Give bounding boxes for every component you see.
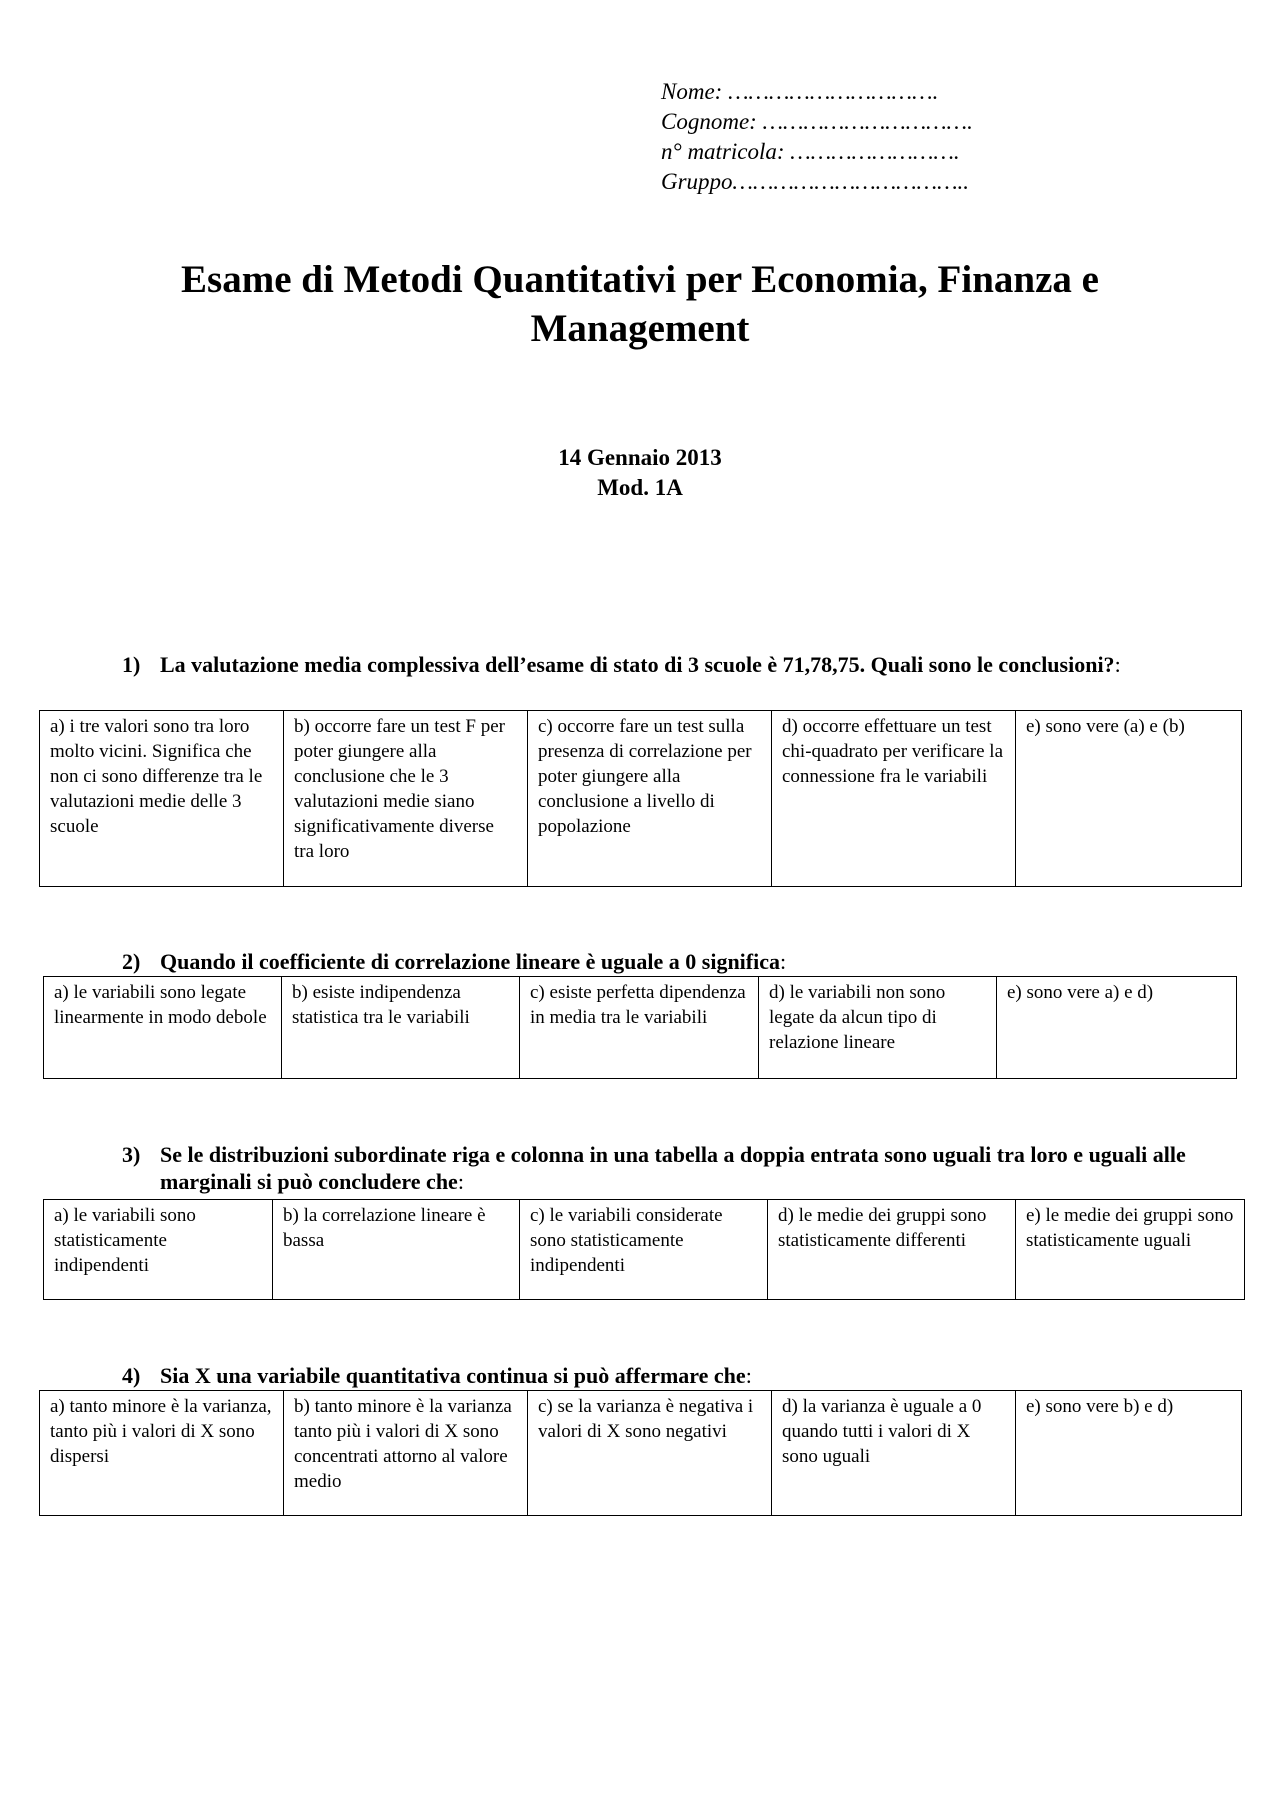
option-c[interactable]: c) occorre fare un test sulla presenza di correlazione per poter giungere alla conclusione a livello di popolazione [528,711,772,887]
question-1 [122,651,1192,678]
gruppo-field: Gruppo…………………………….. [661,169,970,194]
question-text: Quando il coefficiente di correlazione lineare è uguale a 0 significa [160,949,780,974]
question-colon: : [1114,652,1121,677]
option-a[interactable]: a) tanto minore è la varianza, tanto più i valori di X sono dispersi [40,1391,284,1516]
option-e[interactable]: e) sono vere (a) e (b) [1016,711,1242,887]
answers-table-3 [43,1199,1245,1300]
question-text: Sia X una variabile quantitativa continua si può affermare che [160,1363,746,1388]
answers-table-1 [39,710,1242,887]
question-colon: : [745,1363,752,1388]
question-number: 2) [122,949,141,974]
question-header [122,948,1192,975]
question-number: 3) [122,1142,141,1167]
question-number: 1) [122,652,141,677]
option-b[interactable]: b) esiste indipendenza statistica tra le variabili [282,977,520,1079]
option-d[interactable]: d) la varianza è uguale a 0 quando tutti i valori di X sono uguali [772,1391,1016,1516]
option-c[interactable]: c) se la varianza è negativa i valori di X sono negativi [528,1391,772,1516]
question-header [122,651,1192,678]
question-3 [122,1141,1192,1195]
student-info-block [661,77,973,197]
option-b[interactable]: b) occorre fare un test F per poter giungere alla conclusione che le 3 valutazioni medie siano significativamente diverse tra loro [284,711,528,887]
exam-module: Mod. 1A [597,475,683,500]
table-row [44,1200,1245,1300]
option-a[interactable]: a) i tre valori sono tra loro molto vicini. Significa che non ci sono differenze tra le valutazioni medie delle 3 scuole [40,711,284,887]
question-colon: : [457,1169,464,1194]
option-b[interactable]: b) la correlazione lineare è bassa [273,1200,520,1300]
question-colon: : [780,949,787,974]
title-line-2: Management [530,307,750,350]
option-d[interactable]: d) occorre effettuare un test chi-quadrato per verificare la connessione fra le variabili [772,711,1016,887]
matricola-field: n° matricola: ……………………. [661,139,960,164]
cognome-field: Cognome: …………………………. [661,109,973,134]
answers-table-4 [39,1390,1242,1516]
page-title [0,255,1280,353]
option-d[interactable]: d) le medie dei gruppi sono statisticamente differenti [768,1200,1016,1300]
question-header [122,1362,1192,1389]
exam-date: 14 Gennaio 2013 [558,445,722,470]
question-text: Se le distribuzioni subordinate riga e colonna in una tabella a doppia entrata sono uguali tra loro e uguali alle marginali si può concludere che [160,1142,1186,1194]
table-row [40,1391,1242,1516]
question-number: 4) [122,1363,141,1388]
option-e[interactable]: e) le medie dei gruppi sono statisticamente uguali [1016,1200,1245,1300]
nome-field: Nome: …………………………. [661,79,939,104]
table-row [40,711,1242,887]
option-c[interactable]: c) esiste perfetta dipendenza in media tra le variabili [520,977,759,1079]
option-e[interactable]: e) sono vere b) e d) [1016,1391,1242,1516]
option-d[interactable]: d) le variabili non sono legate da alcun tipo di relazione lineare [759,977,997,1079]
option-b[interactable]: b) tanto minore è la varianza tanto più i valori di X sono concentrati attorno al valore medio [284,1391,528,1516]
exam-date-block [0,443,1280,503]
question-4 [122,1362,1192,1389]
option-e[interactable]: e) sono vere a) e d) [997,977,1237,1079]
question-text: La valutazione media complessiva dell’esame di stato di 3 scuole è 71,78,75. Quali sono le conclusioni? [160,652,1115,677]
option-c[interactable]: c) le variabili considerate sono statisticamente indipendenti [520,1200,768,1300]
question-2 [122,948,1192,975]
answers-table-2 [43,976,1237,1079]
table-row [44,977,1237,1079]
option-a[interactable]: a) le variabili sono legate linearmente in modo debole [44,977,282,1079]
question-header [122,1141,1192,1195]
title-line-1: Esame di Metodi Quantitativi per Economia, Finanza e [181,258,1099,301]
option-a[interactable]: a) le variabili sono statisticamente indipendenti [44,1200,273,1300]
